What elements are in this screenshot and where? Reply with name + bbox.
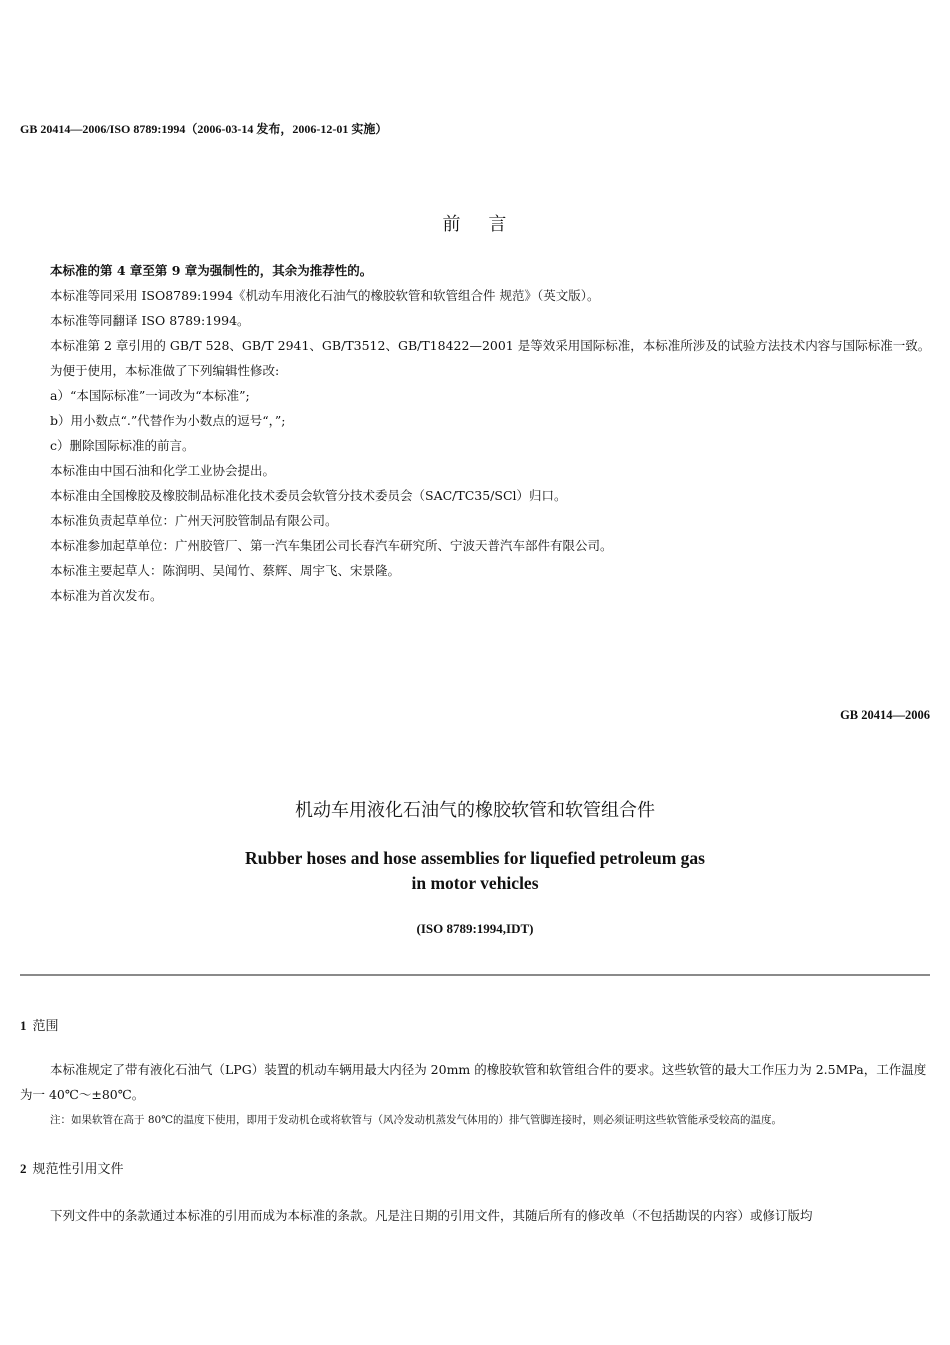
preface-list-item: c）删除国际标准的前言。 bbox=[50, 438, 195, 453]
preface-paragraph: 本标准为首次发布。 bbox=[50, 588, 163, 603]
section-number: 2 bbox=[20, 1161, 27, 1176]
section-heading-normative-references bbox=[20, 1158, 124, 1177]
preface-title: 前 言 bbox=[442, 214, 508, 235]
preface-paragraph: 本标准主要起草人：陈润明、吴闻竹、蔡辉、周宇飞、宋景隆。 bbox=[50, 563, 401, 578]
preface-paragraph: 本标准等同采用 ISO8789:1994《机动车用液化石油气的橡胶软管和软管组合件 规范》（英文版）。 bbox=[50, 288, 600, 303]
section-body-scope bbox=[20, 1057, 932, 1107]
section-body-normative-references bbox=[20, 1203, 932, 1228]
preface-list-item: b）用小数点“.”代替作为小数点的逗号“，”; bbox=[50, 413, 286, 428]
horizontal-divider bbox=[20, 974, 930, 976]
preface-paragraph: 本标准参加起草单位：广州胶管厂、第一汽车集团公司长春汽车研究所、宁波天普汽车部件有限公司。 bbox=[50, 538, 613, 553]
preface-list-item: a）“本国际标准”一词改为“本标准”; bbox=[50, 388, 250, 403]
document-header: GB 20414—2006/ISO 8789:1994（2006-03-14 发布，2006-12-01 实施） bbox=[20, 122, 388, 136]
section-note: 注：如果软管在高于 80℃的温度下使用，即用于发动机仓或将软管与（风冷发动机蒸发气体用的）排气管脚连接时，则必须证明这些软管能承受较高的温度。 bbox=[50, 1114, 782, 1126]
iso-reference: (ISO 8789:1994,IDT) bbox=[416, 921, 534, 936]
section-title: 范围 bbox=[32, 1019, 59, 1034]
section-number: 1 bbox=[20, 1018, 27, 1033]
english-title-line: Rubber hoses and hose assemblies for liquefied petroleum gas bbox=[245, 848, 705, 868]
chinese-title: 机动车用液化石油气的橡胶软管和软管组合件 bbox=[295, 800, 655, 821]
section-title: 规范性引用文件 bbox=[32, 1162, 124, 1177]
preface-body bbox=[20, 258, 932, 608]
preface-paragraph: 本标准由中国石油和化学工业协会提出。 bbox=[50, 463, 276, 478]
preface-paragraph: 本标准第 2 章引用的 GB/T 528、GB/T 2941、GB/T3512、GB/T18422—2001 是等效采用国际标准，本标准所涉及的试验方法技术内容与国际标准一致。 bbox=[50, 338, 931, 353]
english-title-line: in motor vehicles bbox=[411, 873, 539, 893]
preface-paragraph: 为便于使用，本标准做了下列编辑性修改: bbox=[50, 363, 280, 378]
section-paragraph: 本标准规定了带有液化石油气（LPG）装置的机动车辆用最大内径为 20mm 的橡胶软管和软管组合件的要求。这些软管的最大工作压力为 2.5MPa，工作温度为一 40℃～±80℃。 bbox=[20, 1062, 927, 1102]
preface-paragraph: 本标准负责起草单位：广州天河胶管制品有限公司。 bbox=[50, 513, 338, 528]
section-paragraph: 下列文件中的条款通过本标准的引用而成为本标准的条款。凡是注日期的引用文件，其随后所有的修改单（不包括勘误的内容）或修订版均 bbox=[50, 1208, 813, 1223]
preface-paragraph: 本标准的第 4 章至第 9 章为强制性的，其余为推荐性的。 bbox=[50, 263, 373, 278]
standard-code: GB 20414—2006 bbox=[840, 708, 930, 722]
english-title bbox=[0, 846, 950, 896]
preface-paragraph: 本标准等同翻译 ISO 8789:1994。 bbox=[50, 313, 250, 328]
section-heading-scope bbox=[20, 1015, 59, 1034]
preface-paragraph: 本标准由全国橡胶及橡胶制品标准化技术委员会软管分技术委员会（SAC/TC35/SCl）归口。 bbox=[50, 488, 567, 503]
